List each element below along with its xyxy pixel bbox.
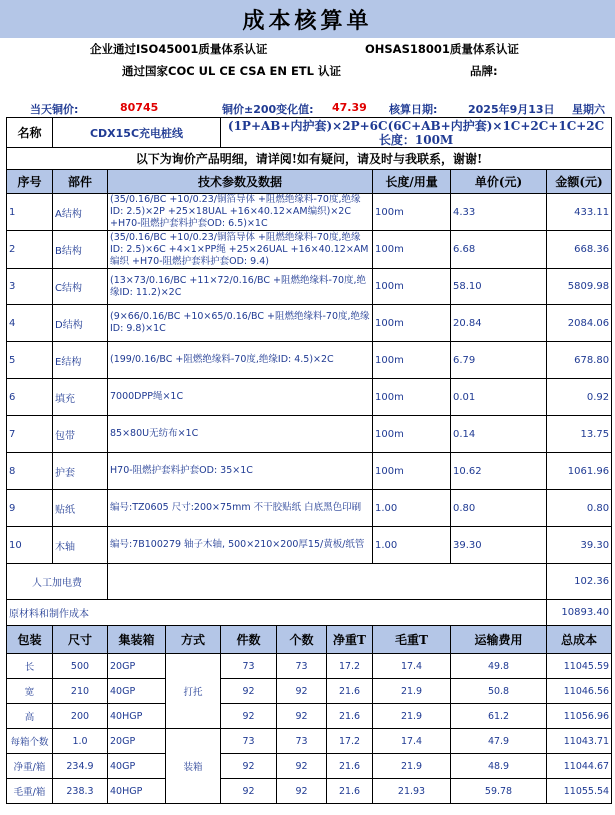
name-label: 名称 — [7, 118, 53, 148]
row-amount: 1061.96 — [547, 453, 612, 490]
pack-header-gross: 毛重T — [373, 626, 451, 654]
pack-units: 73 — [277, 729, 327, 754]
row-qty: 100m — [373, 269, 451, 305]
pack-row — [7, 779, 612, 804]
pack-method-carton: 装箱 — [166, 729, 221, 804]
weekday: 星期六 — [572, 103, 605, 116]
header-price: 单价(元) — [451, 170, 547, 194]
pack-net: 21.6 — [327, 679, 373, 704]
row-price: 4.33 — [451, 194, 547, 231]
row-price: 10.62 — [451, 453, 547, 490]
pack-container: 40HGP — [108, 779, 166, 804]
cert-iso: 企业通过ISO45001质量体系认证 — [90, 42, 268, 56]
header-no: 序号 — [7, 170, 53, 194]
row-part: A结构 — [53, 194, 108, 231]
copper-price-label: 当天铜价: — [30, 103, 79, 116]
row-part: 填充 — [53, 379, 108, 416]
pack-header-net: 净重T — [327, 626, 373, 654]
pack-total: 11055.54 — [547, 779, 612, 804]
pack-label: 长 — [7, 654, 53, 679]
row-price: 0.80 — [451, 490, 547, 527]
row-amount: 5809.98 — [547, 269, 612, 305]
row-no: 5 — [7, 342, 53, 379]
row-part: C结构 — [53, 269, 108, 305]
header-spec: 技术参数及数据 — [108, 170, 373, 194]
table-row — [7, 305, 612, 342]
pack-header-count: 件数 — [221, 626, 277, 654]
pack-size: 200 — [53, 704, 108, 729]
product-name: CDX15C充电桩线 — [53, 118, 221, 148]
row-amount: 39.30 — [547, 527, 612, 564]
row-part: D结构 — [53, 305, 108, 342]
cert-ohsas: OHSAS18001质量体系认证 — [365, 42, 519, 56]
row-qty: 100m — [373, 379, 451, 416]
header-qty: 长度/用量 — [373, 170, 451, 194]
pack-units: 92 — [277, 754, 327, 779]
sheet-title: 成本核算单 — [0, 0, 615, 38]
pack-header-pack: 包装 — [7, 626, 53, 654]
row-spec: (199/0.16/BC +阻燃绝缘料-70度,绝缘ID: 4.5)×2C — [108, 342, 373, 379]
pack-count: 92 — [221, 779, 277, 804]
row-price: 58.10 — [451, 269, 547, 305]
row-qty: 1.00 — [373, 490, 451, 527]
pack-total: 11044.67 — [547, 754, 612, 779]
row-part: 木轴 — [53, 527, 108, 564]
copper-price-value: 80745 — [120, 101, 159, 114]
table-row — [7, 342, 612, 379]
table-row — [7, 194, 612, 231]
row-no: 10 — [7, 527, 53, 564]
labor-value: 102.36 — [547, 564, 612, 600]
pack-size: 234.9 — [53, 754, 108, 779]
table-row — [7, 416, 612, 453]
row-price: 0.14 — [451, 416, 547, 453]
row-part: 贴纸 — [53, 490, 108, 527]
pack-count: 92 — [221, 704, 277, 729]
product-spec: (1P+AB+内护套)×2P+6C(6C+AB+内护套)×1C+2C+1C+2C 长度：100M — [221, 118, 612, 148]
row-part: 护套 — [53, 453, 108, 490]
pack-count: 73 — [221, 654, 277, 679]
pack-size: 500 — [53, 654, 108, 679]
row-spec: (13×73/0.16/BC +11×72/0.16/BC +阻燃绝缘料-70度,绝缘ID: 11.2)×2C — [108, 269, 373, 305]
labor-spacer — [108, 564, 547, 600]
row-no: 9 — [7, 490, 53, 527]
pack-net: 17.2 — [327, 729, 373, 754]
row-spec: (9×66/0.16/BC +10×65/0.16/BC +阻燃绝缘料-70度,绝缘ID: 9.8)×1C — [108, 305, 373, 342]
row-amount: 0.92 — [547, 379, 612, 416]
pack-row — [7, 679, 612, 704]
brand-label: 品牌: — [470, 64, 498, 78]
row-amount: 2084.06 — [547, 305, 612, 342]
row-spec: 85×80U无纺布×1C — [108, 416, 373, 453]
row-qty: 100m — [373, 453, 451, 490]
row-price: 20.84 — [451, 305, 547, 342]
pack-gross: 17.4 — [373, 729, 451, 754]
header-amount: 金额(元) — [547, 170, 612, 194]
row-spec: 编号:7B100279 轴子木轴, 500×210×200厚15/黄板/纸管 — [108, 527, 373, 564]
pack-header — [7, 626, 612, 654]
pack-size: 238.3 — [53, 779, 108, 804]
pack-size: 210 — [53, 679, 108, 704]
material-row — [7, 600, 612, 626]
pack-label: 宽 — [7, 679, 53, 704]
pack-freight: 48.9 — [451, 754, 547, 779]
pack-container: 40GP — [108, 754, 166, 779]
pack-container: 20GP — [108, 654, 166, 679]
info-row — [0, 101, 615, 115]
row-no: 6 — [7, 379, 53, 416]
row-part: 包带 — [53, 416, 108, 453]
row-amount: 678.80 — [547, 342, 612, 379]
pack-net: 21.6 — [327, 779, 373, 804]
row-qty: 100m — [373, 342, 451, 379]
pack-header-total: 总成本 — [547, 626, 612, 654]
row-amount: 433.11 — [547, 194, 612, 231]
pack-freight: 61.2 — [451, 704, 547, 729]
pack-header-method: 方式 — [166, 626, 221, 654]
pack-method-pallet: 打托 — [166, 654, 221, 729]
pack-units: 73 — [277, 654, 327, 679]
row-spec: 7000DPP绳×1C — [108, 379, 373, 416]
copper-change-value: 47.39 — [332, 101, 367, 114]
row-price: 6.68 — [451, 231, 547, 269]
pack-gross: 17.4 — [373, 654, 451, 679]
row-no: 1 — [7, 194, 53, 231]
header-part: 部件 — [53, 170, 108, 194]
row-part: E结构 — [53, 342, 108, 379]
row-qty: 100m — [373, 194, 451, 231]
row-amount: 13.75 — [547, 416, 612, 453]
row-spec: 编号:TZ0605 尺寸:200×75mm 不干胶贴纸 白底黑色印刷 — [108, 490, 373, 527]
row-price: 6.79 — [451, 342, 547, 379]
notice: 以下为询价产品明细，请详阅!如有疑问，请及时与我联系，谢谢! — [7, 148, 612, 170]
row-price: 39.30 — [451, 527, 547, 564]
cert-national: 通过国家COC UL CE CSA EN ETL 认证 — [122, 64, 341, 78]
pack-label: 每箱个数 — [7, 729, 53, 754]
pack-size: 1.0 — [53, 729, 108, 754]
table-row — [7, 527, 612, 564]
row-no: 4 — [7, 305, 53, 342]
labor-label: 人工加电费 — [7, 564, 108, 600]
row-spec: H70-阻燃护套料护套OD: 35×1C — [108, 453, 373, 490]
table-row — [7, 269, 612, 305]
row-qty: 100m — [373, 231, 451, 269]
pack-freight: 59.78 — [451, 779, 547, 804]
table-row — [7, 453, 612, 490]
pack-net: 21.6 — [327, 754, 373, 779]
pack-net: 17.2 — [327, 654, 373, 679]
row-spec: (35/0.16/BC +10/0.23/铜箔导体 +阻燃绝缘料-70度,绝缘ID: 2.5)×6C +4×1×PP绳 +25×26UAL +16×40.12×AM编织 +H70-阻燃护套料护套OD: 9.4) — [108, 231, 373, 269]
pack-gross: 21.9 — [373, 679, 451, 704]
row-no: 8 — [7, 453, 53, 490]
row-qty: 1.00 — [373, 527, 451, 564]
pack-header-container: 集装箱 — [108, 626, 166, 654]
labor-row — [7, 564, 612, 600]
pack-header-size: 尺寸 — [53, 626, 108, 654]
pack-label: 毛重/箱 — [7, 779, 53, 804]
table-header — [7, 170, 612, 194]
pack-total: 11046.56 — [547, 679, 612, 704]
row-amount: 0.80 — [547, 490, 612, 527]
pack-header-freight: 运输费用 — [451, 626, 547, 654]
pack-count: 73 — [221, 729, 277, 754]
pack-units: 92 — [277, 679, 327, 704]
material-value: 10893.40 — [547, 600, 612, 626]
pack-count: 92 — [221, 754, 277, 779]
material-label: 原材料和制作成本 — [7, 600, 547, 626]
calc-date-value: 2025年9月13日 — [468, 103, 555, 116]
pack-gross: 21.9 — [373, 704, 451, 729]
row-qty: 100m — [373, 305, 451, 342]
pack-label: 高 — [7, 704, 53, 729]
row-price: 0.01 — [451, 379, 547, 416]
pack-total: 11056.96 — [547, 704, 612, 729]
copper-change-label: 铜价±200变化值: — [222, 103, 314, 116]
pack-row — [7, 654, 612, 679]
row-amount: 668.36 — [547, 231, 612, 269]
row-spec: (35/0.16/BC +10/0.23/铜箔导体 +阻燃绝缘料-70度,绝缘ID: 2.5)×2P +25×18UAL +16×40.12×AM编织)×2C +H70-阻燃护套料护套OD: 6.5)×1C — [108, 194, 373, 231]
pack-freight: 47.9 — [451, 729, 547, 754]
pack-header-units: 个数 — [277, 626, 327, 654]
pack-gross: 21.9 — [373, 754, 451, 779]
product-row — [7, 118, 612, 148]
pack-container: 40GP — [108, 679, 166, 704]
pack-container: 20GP — [108, 729, 166, 754]
pack-total: 11045.59 — [547, 654, 612, 679]
pack-freight: 50.8 — [451, 679, 547, 704]
pack-label: 净重/箱 — [7, 754, 53, 779]
table-row — [7, 231, 612, 269]
pack-freight: 49.8 — [451, 654, 547, 679]
cost-table — [6, 117, 612, 804]
row-no: 3 — [7, 269, 53, 305]
pack-row — [7, 704, 612, 729]
row-part: B结构 — [53, 231, 108, 269]
pack-total: 11043.71 — [547, 729, 612, 754]
row-no: 2 — [7, 231, 53, 269]
pack-units: 92 — [277, 704, 327, 729]
calc-date-label: 核算日期: — [389, 103, 438, 116]
pack-gross: 21.93 — [373, 779, 451, 804]
pack-units: 92 — [277, 779, 327, 804]
notice-row — [7, 148, 612, 170]
table-row — [7, 379, 612, 416]
pack-row — [7, 729, 612, 754]
table-row — [7, 490, 612, 527]
pack-count: 92 — [221, 679, 277, 704]
row-no: 7 — [7, 416, 53, 453]
pack-container: 40HGP — [108, 704, 166, 729]
pack-row — [7, 754, 612, 779]
pack-net: 21.6 — [327, 704, 373, 729]
row-qty: 100m — [373, 416, 451, 453]
